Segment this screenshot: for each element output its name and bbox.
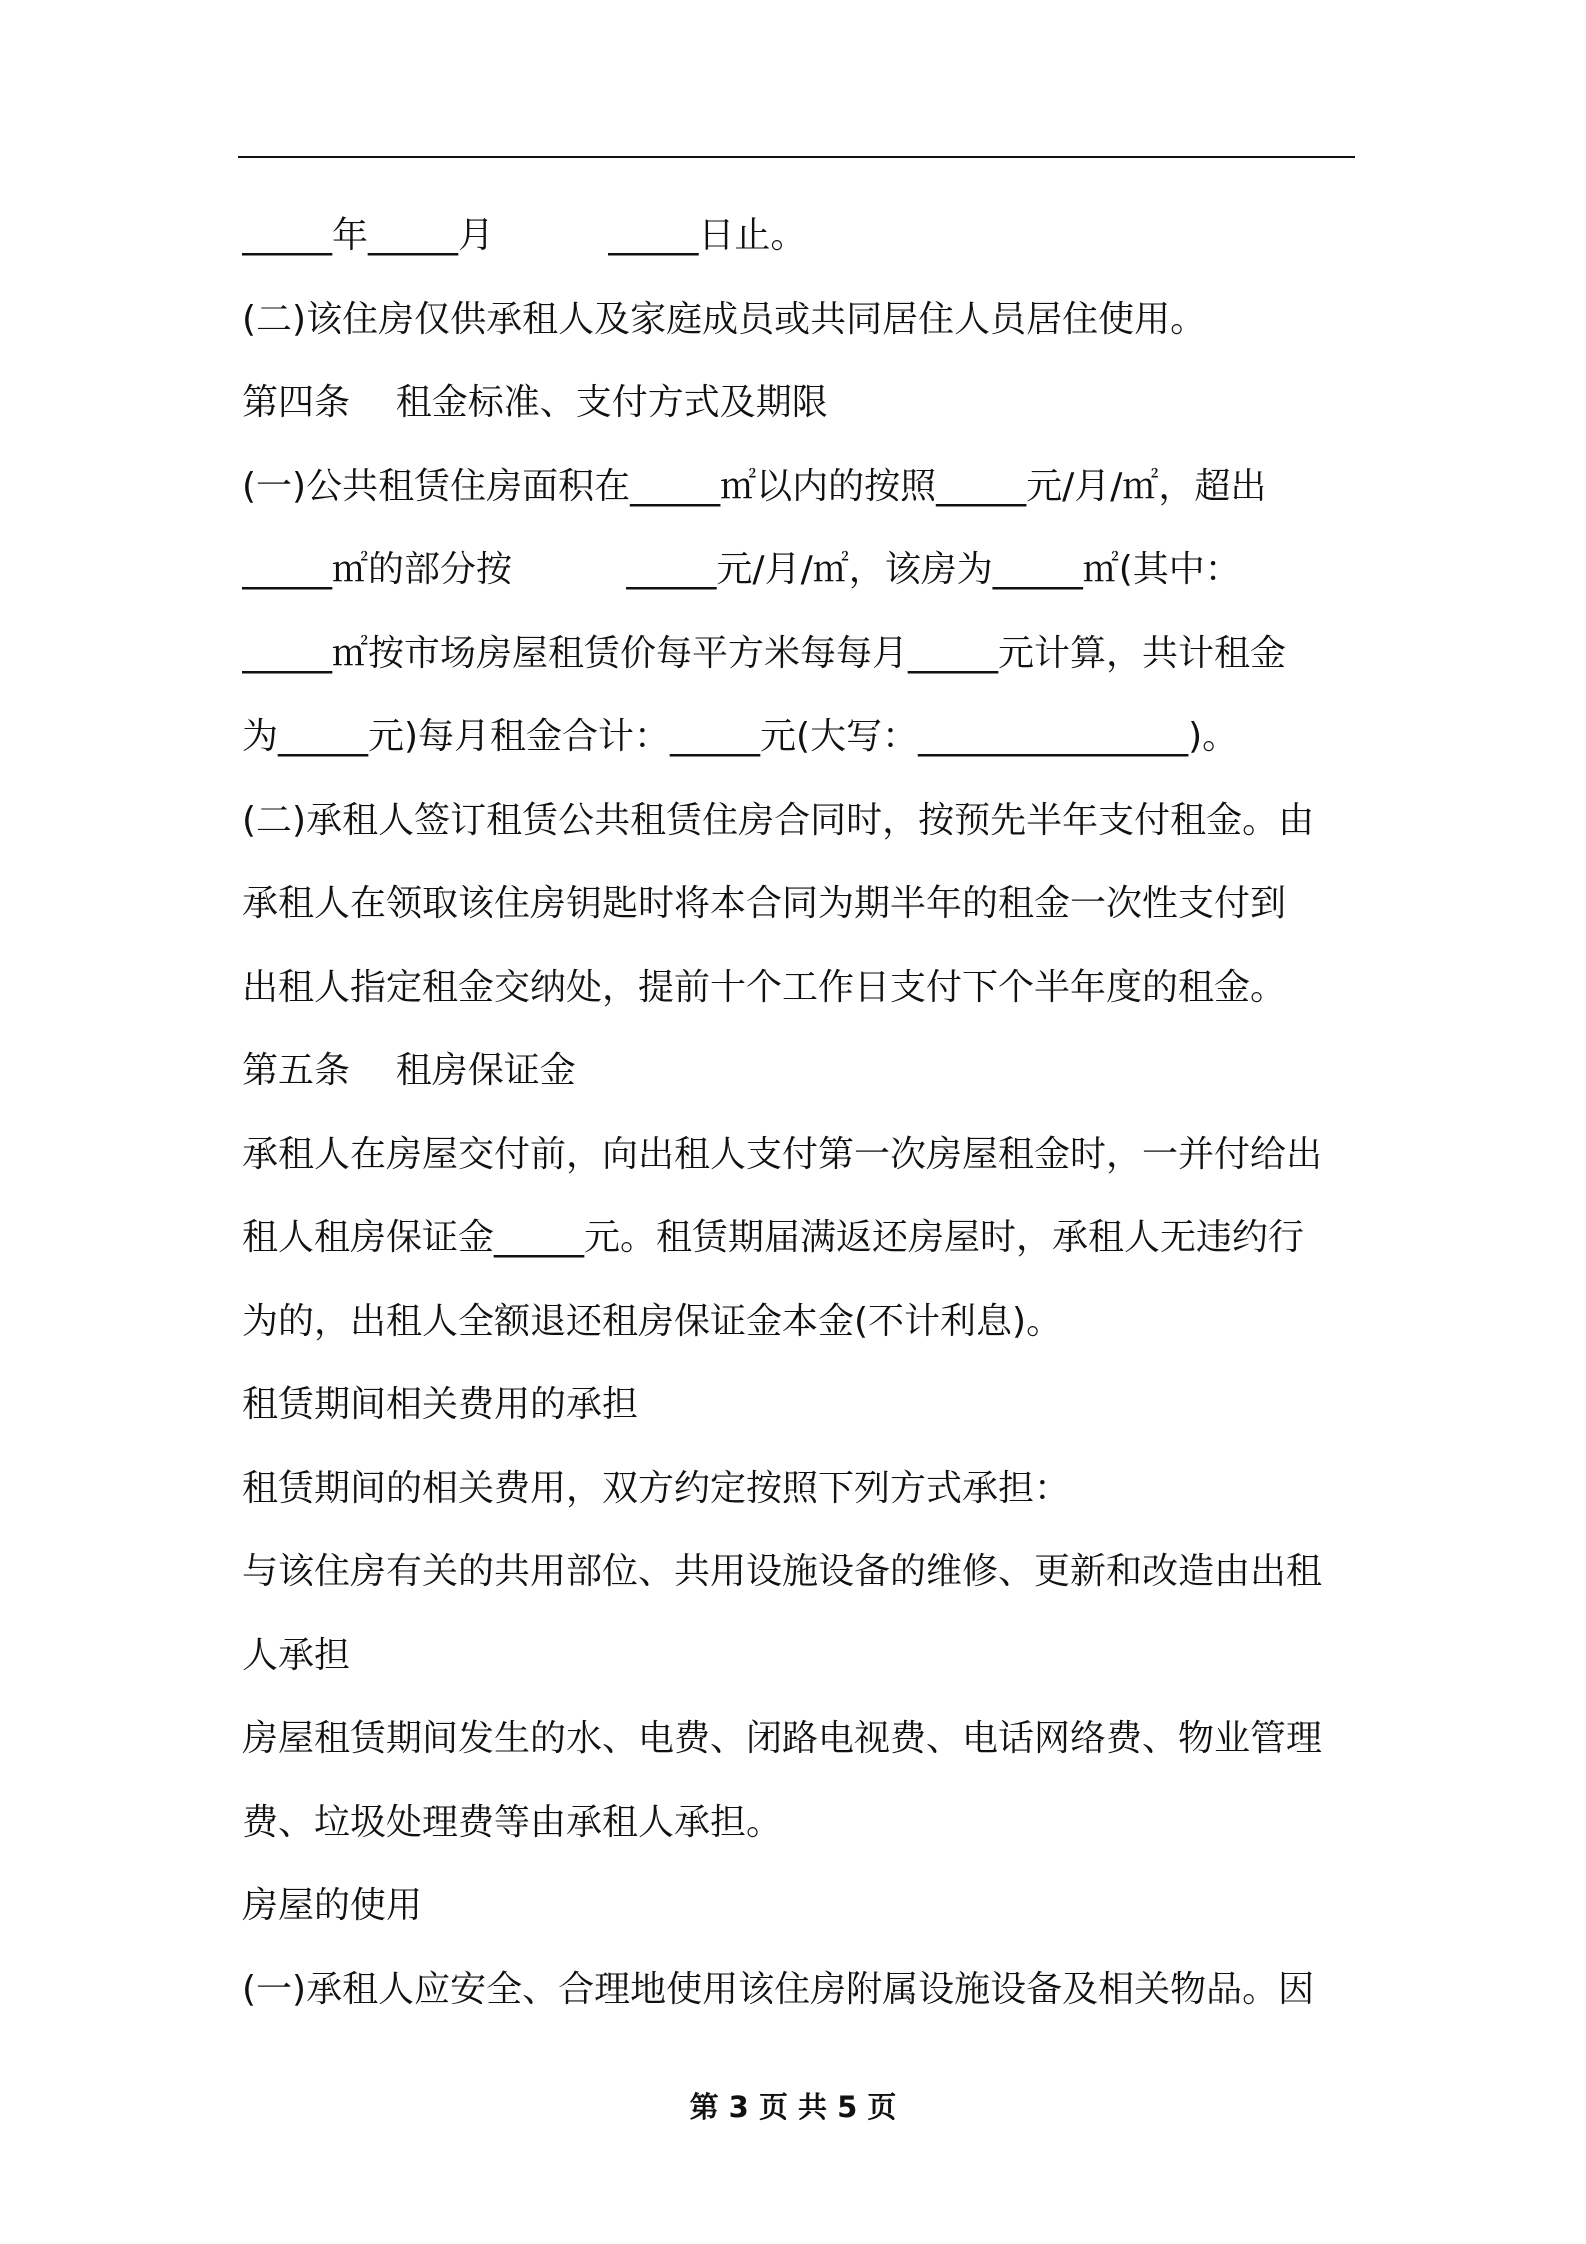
text-line: _____㎡的部分按 _____元/月/㎡，该房为_____㎡(其中： <box>242 549 1241 590</box>
text-line: 人承担 <box>242 1634 351 1676</box>
text-line: 承租人在领取该住房钥匙时将本合同为期半年的租金一次性支付到 <box>242 883 1287 924</box>
section-heading: 房屋的使用 <box>242 1885 423 1926</box>
text-line: 租人租房保证金_____元。租赁期届满返还房屋时，承租人无违约行 <box>242 1217 1305 1258</box>
header-rule <box>238 156 1355 158</box>
text-line: (二)该住房仅供承租人及家庭成员或共同居住人员居住使用。 <box>242 298 1207 340</box>
section-heading: 第四条 租金标准、支付方式及期限 <box>242 382 828 423</box>
text-line: 租赁期间的相关费用，双方约定按照下列方式承担： <box>242 1467 1071 1509</box>
section-heading: 第五条 租房保证金 <box>242 1050 576 1091</box>
text-line: _____年_____月 _____日止。 <box>242 215 807 256</box>
text-line: 房屋租赁期间发生的水、电费、闭路电视费、电话网络费、物业管理 <box>242 1718 1323 1759</box>
text-line: 出租人指定租金交纳处，提前十个工作日支付下个半年度的租金。 <box>242 966 1287 1008</box>
text-line: (一)公共租赁住房面积在_____㎡以内的按照_____元/月/㎡，超出 <box>242 465 1267 507</box>
text-line: 为的，出租人全额退还租房保证金本金(不计利息)。 <box>242 1300 1063 1342</box>
text-line: 为_____元)每月租金合计：_____元(大写：_______________)。 <box>242 716 1239 757</box>
text-line: 承租人在房屋交付前，向出租人支付第一次房屋租金时，一并付给出 <box>242 1133 1323 1175</box>
text-line: (二)承租人签订租赁公共租赁住房合同时，按预先半年支付租金。由 <box>242 799 1315 841</box>
document-body <box>242 194 1357 2031</box>
section-heading: 租赁期间相关费用的承担 <box>242 1384 639 1425</box>
text-line: 费、垃圾处理费等由承租人承担。 <box>242 1801 783 1843</box>
page-number: 第 3 页 共 5 页 <box>689 2090 897 2124</box>
text-line: 与该住房有关的共用部位、共用设施设备的维修、更新和改造由出租 <box>242 1551 1323 1592</box>
text-line: (一)承租人应安全、合理地使用该住房附属设施设备及相关物品。因 <box>242 1968 1315 2010</box>
text-line: _____㎡按市场房屋租赁价每平方米每每月_____元计算，共计租金 <box>242 632 1287 674</box>
